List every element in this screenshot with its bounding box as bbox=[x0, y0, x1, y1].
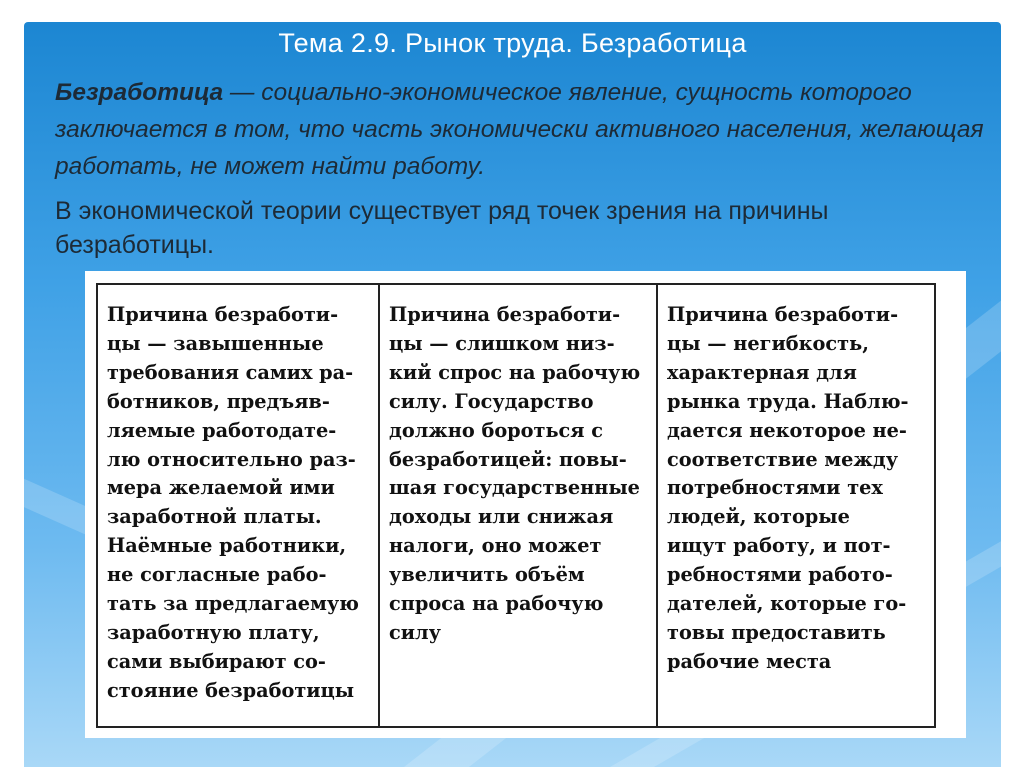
definition-term: Безработица bbox=[55, 79, 224, 106]
definition-text bbox=[55, 74, 985, 185]
table-cell-cause-3: Причина безработи- цы — негибкость, характерная для рынка труда. Наблю- дается некоторое не- соответствие между потребностями тех людей, которые ищут работу, и пот- ребностями работо- дателей, которые го- товы предоставить рабочие места bbox=[656, 285, 934, 726]
definition-body: — социально-экономическое явление, сущность которого заключается в том, что часть экономически активного населения, желающая работать, не может найти работу. bbox=[55, 79, 984, 180]
causes-table-image bbox=[85, 271, 966, 738]
causes-table bbox=[96, 283, 936, 728]
intro-paragraph: В экономической теории существует ряд точек зрения на причины безработицы. bbox=[55, 197, 829, 259]
slide bbox=[24, 22, 1001, 767]
table-cell-cause-1: Причина безработи- цы — завышенные требования самих ра- ботников, предъяв- ляемые работодате- лю относительно раз- мера желаемой ими заработной платы. Наёмные работники, не согласные рабо- тать за предлагаемую заработную плату, сами выбирают со- стояние безработицы bbox=[107, 303, 359, 702]
table-cell-cause-2: Причина безработи- цы — слишком низ- кий спрос на рабочую силу. Государство должно бороться с безработицей: повы- шая государственные доходы или снижая налоги, оно может увеличить объём спроса на рабочую силу bbox=[378, 285, 656, 726]
slide-title: Тема 2.9. Рынок труда. Безработица bbox=[278, 28, 747, 58]
